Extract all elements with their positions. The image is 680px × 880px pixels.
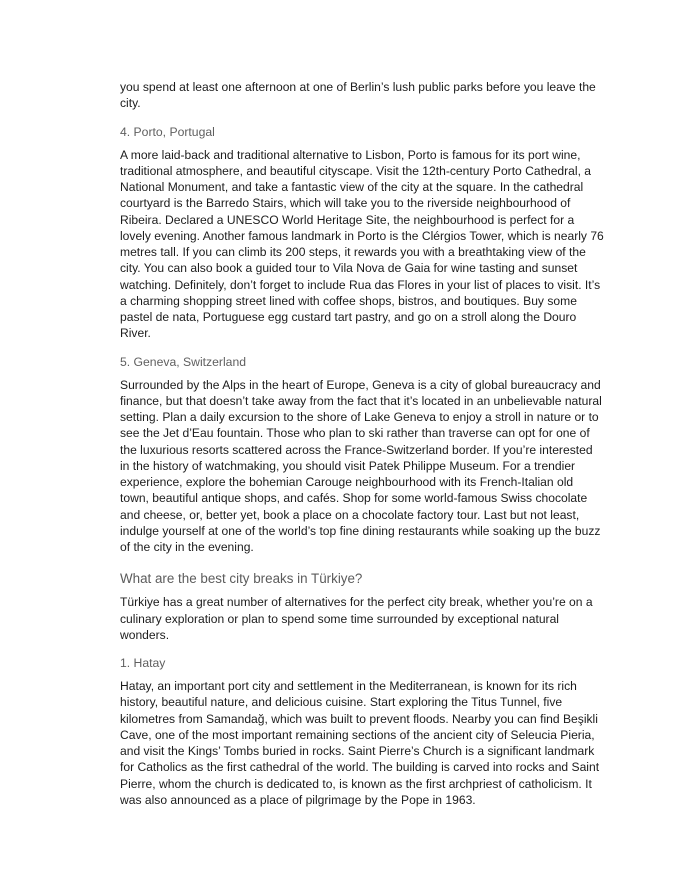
turkiye-heading: What are the best city breaks in Türkiye? <box>120 571 363 587</box>
geneva-paragraph: Surrounded by the Alps in the heart of Europe, Geneva is a city of global bureaucracy and finance, but that doesn’t take away from the fact that it’s located in an unbelievable natural setting. Plan a daily excursion to the shore of Lake Geneva to enjoy a stroll in nature or to see the Jet d’Eau fountain. Those who plan to ski rather than traverse can opt for one of the luxurious resorts scattered across the France-Switzerland border. If you’re interested in the history of watchmaking, you should visit Patek Philippe Museum. For a trendier experience, explore the bohemian Carouge neighbourhood with its French-Italian old town, beautiful antique shops, and cafés. Shop for some world-famous Swiss chocolate and cheese, or, better yet, book a place on a chocolate factory tour. Last but not least, indulge yourself at one of the world’s top fine dining restaurants while soaking up the buzz of the city in the evening. <box>120 377 602 554</box>
intro-paragraph: you spend at least one afternoon at one of Berlin’s lush public parks before you leave the city. <box>120 80 596 111</box>
porto-heading: 4. Porto, Portugal <box>120 124 215 139</box>
turkiye-paragraph: Türkiye has a great number of alternatives for the perfect city break, whether you’re on a culinary exploration or plan to spend some time surrounded by exceptional natural wonders. <box>120 595 593 642</box>
porto-paragraph: A more laid-back and traditional alternative to Lisbon, Porto is famous for its port wine, traditional atmosphere, and beautiful cityscape. Visit the 12th-century Porto Cathedral, a National Monument, and take a fantastic view of the city at the square. In the cathedral courtyard is the Barredo Stairs, which will take you to the riverside neighbourhood of Ribeira. Declared a UNESCO World Heritage Site, the neighbourhood is perfect for a lovely evening. Another famous landmark in Porto is the Clérgios Tower, which is nearly 76 metres tall. If you can climb its 200 steps, it rewards you with a breathtaking view of the city. You can also book a guided tour to Vila Nova de Gaia for wine tasting and sunset watching. Definitely, don’t forget to include Rua das Flores in your list of places to visit. It’s a charming shopping street lined with coffee shops, bistros, and boutiques. Buy some pastel de nata, Portuguese egg custard tart pastry, and go on a stroll along the Douro River. <box>120 147 604 341</box>
hatay-heading: 1. Hatay <box>120 656 166 670</box>
geneva-heading: 5. Geneva, Switzerland <box>120 354 247 369</box>
hatay-paragraph: Hatay, an important port city and settlement in the Mediterranean, is known for its rich history, beautiful nature, and delicious cuisine. Start exploring the Titus Tunnel, five kilometres from Samandağ, which was built to prevent floods. Nearby you can find Beşikli Cave, one of the most important remaining sections of the ancient city of Seleucia Pieria, and visit the Kings’ Tombs buried in rocks. Saint Pierre’s Church is a significant landmark for Catholics as the first cathedral of the world. The building is carved into rocks and Saint Pierre, whom the church is dedicated to, is known as the first archpriest of catholicism. It was also announced as a place of pilgrimage by the Pope in 1963. <box>120 679 600 807</box>
document-page <box>120 79 604 808</box>
